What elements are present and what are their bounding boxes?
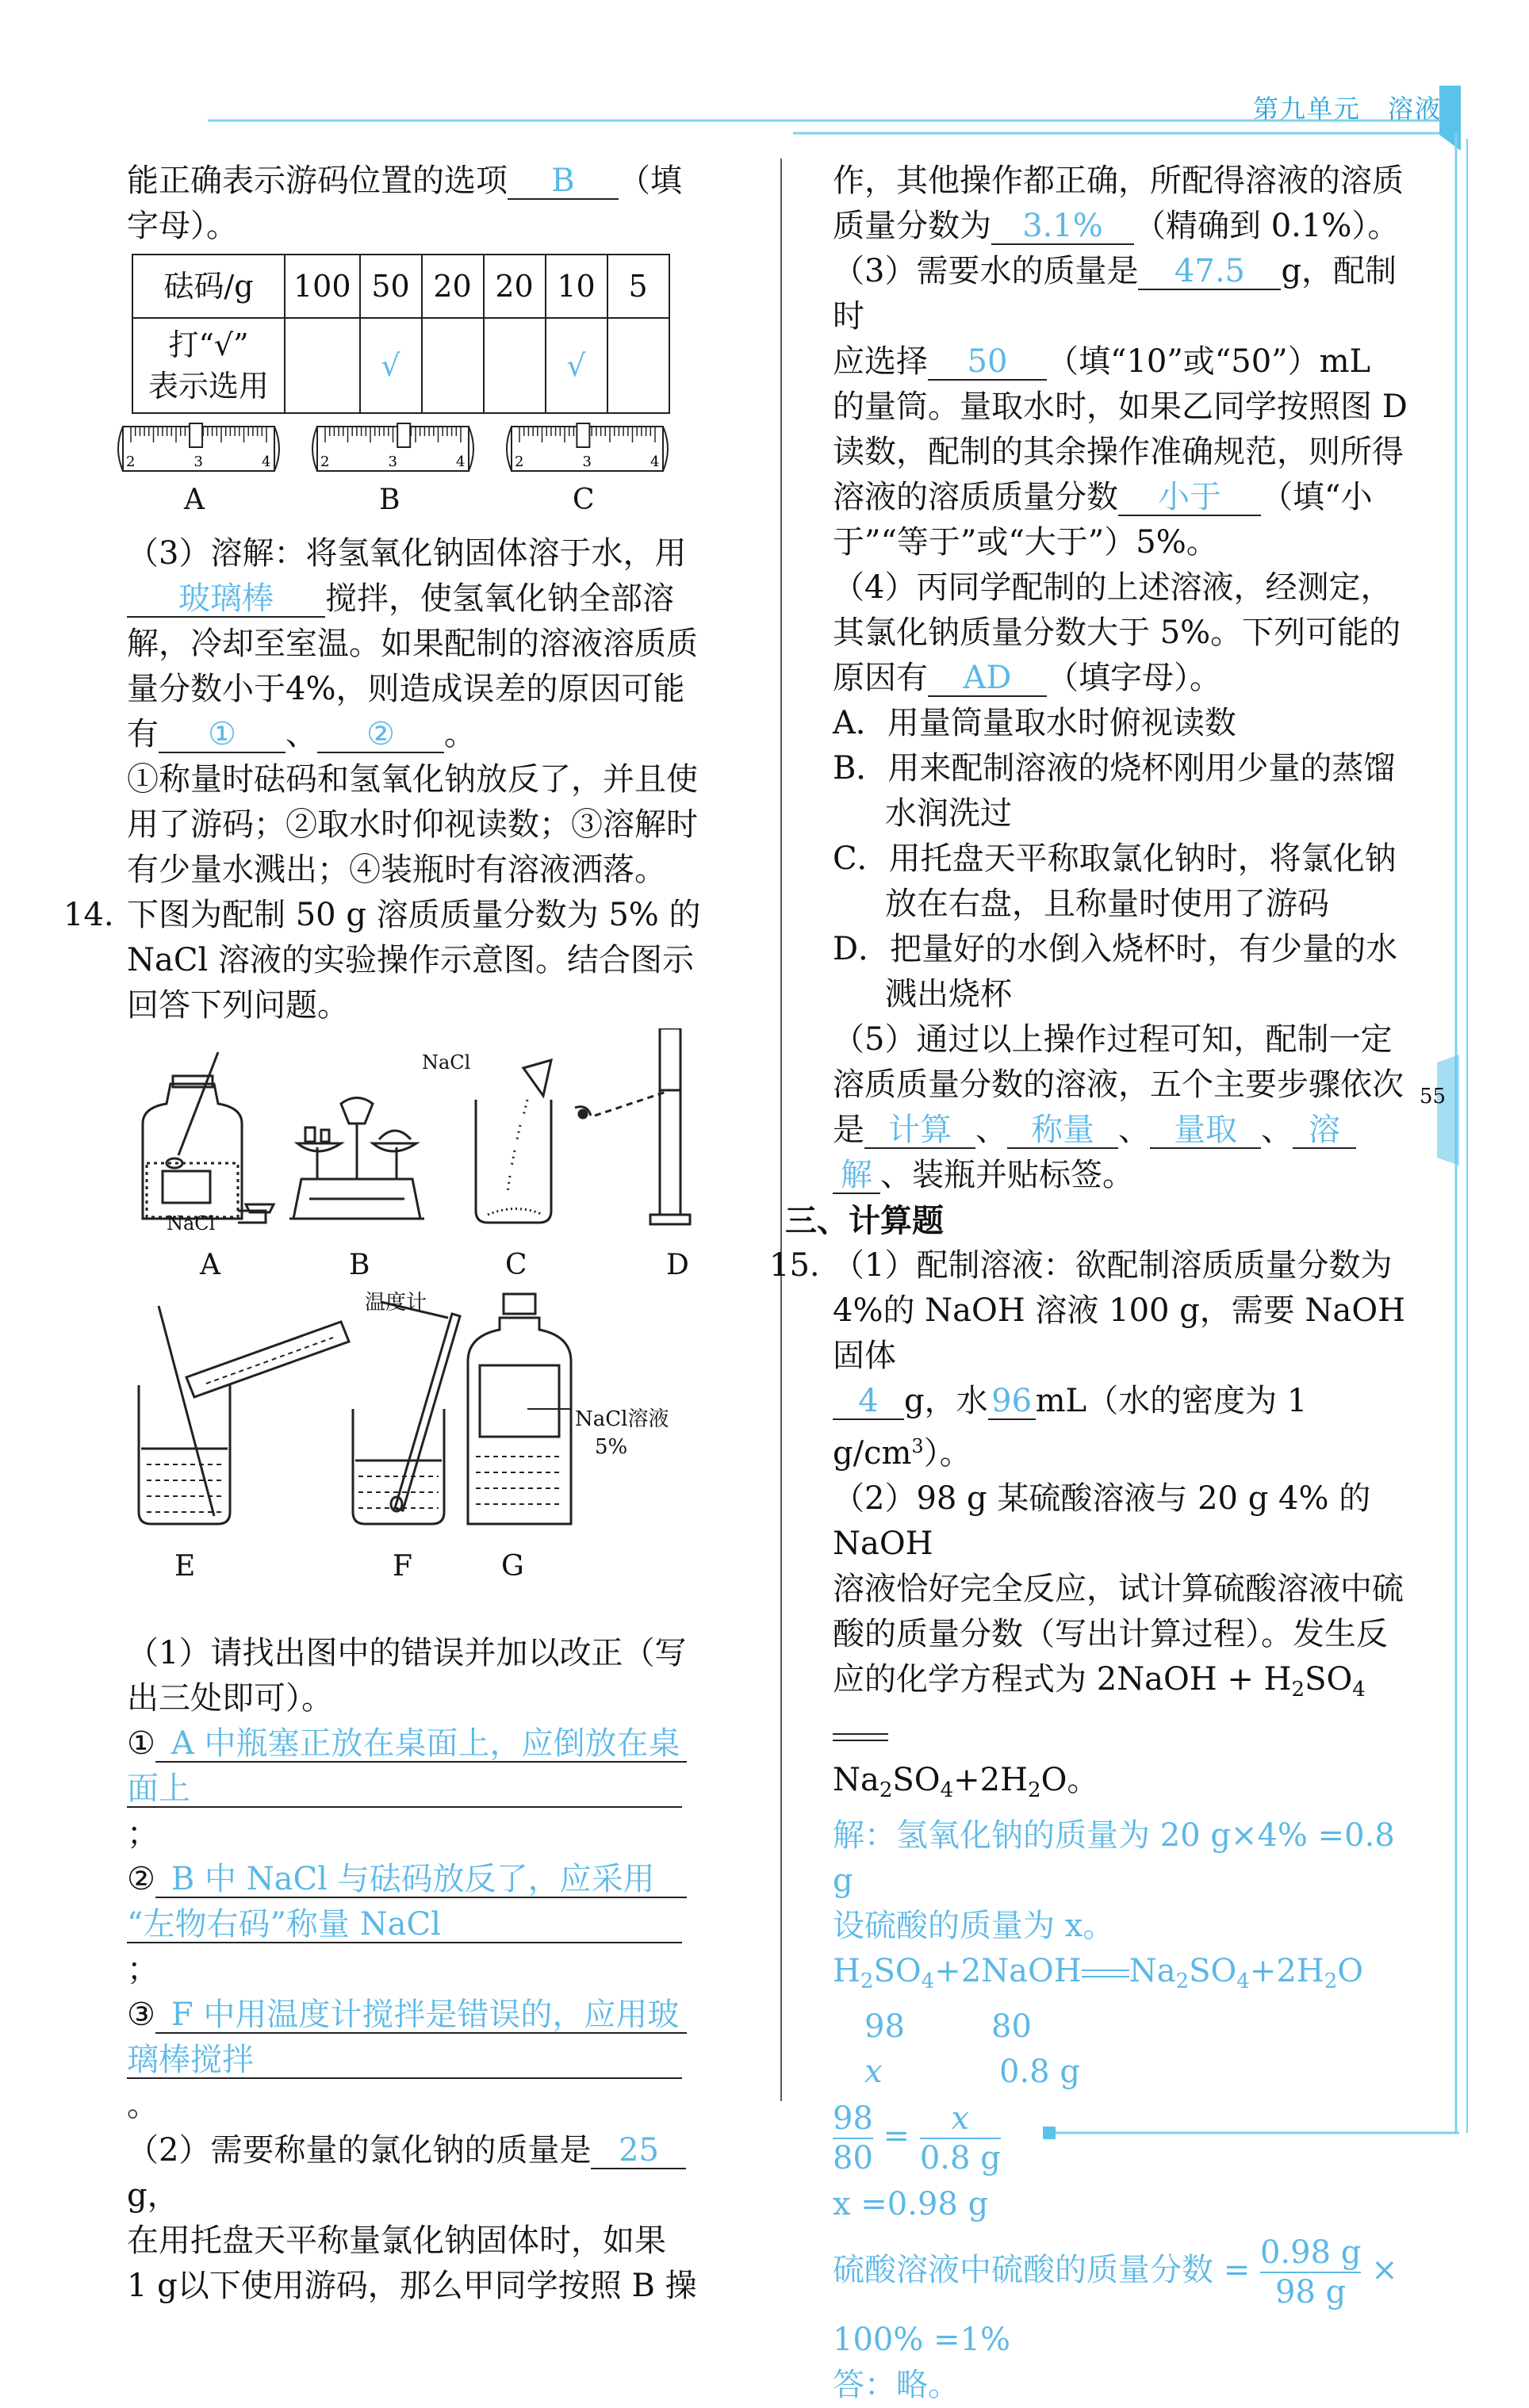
r-line: 原因有 AD （填字母）。 — [833, 660, 1221, 696]
r-line: （3）需要水的质量是 47.5 g，配制时 — [833, 253, 1397, 335]
steps-line-2: 解 、装瓶并贴标签。 — [833, 1153, 1420, 1198]
fig-label-f: F — [393, 1550, 412, 1583]
q14-1-line-1: （1）请找出图中的错误并加以改正（写 — [127, 1635, 687, 1671]
fig-label-b: B — [349, 1249, 370, 1281]
r-line: （5）通过以上操作过程可知，配制一定 — [833, 1021, 1393, 1058]
q14-2-line-2: 在用托盘天平称量氯化钠固体时，如果 — [127, 2222, 666, 2259]
q15-equation-2: $Na_2SO_4+2H_2O$。 — [833, 1762, 1099, 1802]
fig-label-c: C — [505, 1249, 527, 1281]
ruler-label-a: A — [184, 484, 205, 516]
weights-table: 砝码/g 100 50 20 20 10 5 打“√” 表示选用 √ √ — [132, 254, 670, 414]
r-line: 质量分数为 3.1% （精确到 0.1%）。 — [833, 208, 1400, 244]
r-line: 作，其他操作都正确，所配得溶液的溶质 — [833, 163, 1404, 199]
ruler-tick-label: 3 — [194, 454, 203, 470]
q15-equation: 应的化学方程式为 2NaOH + $H_2SO_4$ — [833, 1657, 1420, 1758]
rulers-figure — [127, 422, 706, 517]
q15-line-5: 溶液恰好完全反应，试计算硫酸溶液中硫 — [833, 1571, 1404, 1607]
fig-e-pouring — [139, 1306, 349, 1524]
fig-g-label-solution: NaCl溶液 — [575, 1407, 669, 1431]
left-column — [63, 159, 706, 2309]
q14-1-line-2: 出三处即可）。 — [127, 1680, 333, 1717]
ruler-tick-label: 2 — [320, 454, 330, 470]
fig-f-label-thermometer: 温度计 — [365, 1291, 427, 1315]
r-line: 应选择 50 （填“10”或“50”）mL — [833, 343, 1371, 380]
answer-cursor-option: B — [551, 163, 575, 199]
r-line: 读数，配制的其余操作准确规范，则所得 — [833, 434, 1404, 470]
q14-line-2: NaCl 溶液的实验操作示意图。结合图示 — [127, 942, 694, 978]
r-line: 溶质质量分数的溶液，五个主要步骤依次 — [833, 1066, 1404, 1103]
right-column — [769, 159, 1420, 2408]
fig-c-beaker — [476, 1060, 551, 1223]
ruler-label-b: B — [379, 484, 400, 516]
q14-line-1: 14. 下图为配制 50 g 溶质质量分数为 5% 的 — [63, 897, 701, 933]
intro-line: 能正确表示游码位置的选项 B （填 — [127, 163, 682, 199]
steps-line: 是 计算 、 称量 、 量取 、 溶 — [833, 1108, 1420, 1153]
option-c: C．用托盘天平称取氯化钠时，将氯化钠 放在右盘，且称量时使用了游码 — [833, 840, 1397, 922]
ruler-tick-label: 4 — [456, 454, 466, 470]
section-title: 三、计算题 — [785, 1202, 944, 1239]
error-1: ① A 中瓶塞正放在桌面上，应倒放在桌 — [127, 1721, 706, 1767]
error-1-cont: 面上； — [127, 1767, 706, 1857]
fig-g-bottle — [468, 1294, 571, 1524]
fig-label-d: D — [666, 1249, 689, 1281]
q15-line-6: 酸的质量分数（写出计算过程）。发生反 — [833, 1616, 1388, 1652]
ruler-slider — [397, 423, 410, 447]
option-a: A．用量筒量取水时俯视读数 — [833, 705, 1236, 741]
ruler-tick-label: 2 — [126, 454, 136, 470]
q15-line-2: 4%的 NaOH 溶液 100 g，需要 NaOH 固体 — [833, 1292, 1406, 1374]
ruler-tick-label: 4 — [650, 454, 660, 470]
r-line: 其氯化钠质量分数大于 5%。下列可能的 — [833, 614, 1401, 651]
r-line: （4）丙同学配制的上述溶液，经测定， — [833, 569, 1393, 606]
error-3-cont: 璃棒搅拌。 — [127, 2038, 706, 2128]
fig-label-a: A — [200, 1249, 220, 1281]
q3-option-line: 有少量水溅出；④装瓶时有溶液洒落。 — [127, 852, 666, 888]
q15-line-3: 4 g，水 96 mL（水的密度为 1 $g/cm^3$）。 — [833, 1383, 1308, 1472]
fig-b-label-nacl: NaCl — [422, 1051, 471, 1074]
ruler-tick-label: 4 — [262, 454, 271, 470]
option-d: D．把量好的水倒入烧杯时，有少量的水 溅出烧杯 — [833, 931, 1398, 1013]
fig-label-e: E — [174, 1550, 196, 1583]
r-line: 溶液的溶质质量分数 小于 （填“小 — [833, 479, 1373, 515]
option-b: B．用来配制溶液的烧杯刚用少量的蒸馏 水润洗过 — [833, 750, 1396, 832]
ruler-slider — [190, 423, 202, 447]
q3-line-1: （3）溶解：将氢氧化钠固体溶于水，用 — [127, 535, 687, 572]
q15-line-4: （2）98 g 某硫酸溶液与 20 g 4% 的 NaOH — [833, 1480, 1371, 1562]
ruler-label-c: C — [573, 484, 595, 516]
error-3: ③ F 中用温度计搅拌是错误的，应用玻 — [127, 1993, 706, 2038]
q15-line-1: 15. （1）配制溶液：欲配制溶质质量分数为 — [769, 1247, 1393, 1284]
q3-line-4: 量分数小于4%，则造成误差的原因可能 — [127, 671, 685, 707]
error-2: ② B 中 NaCl 与砝码放反了，应采用 — [127, 1857, 706, 1902]
intro-line-2: 字母）。 — [127, 208, 238, 244]
r-line: 的量筒。量取水时，如果乙同学按照图 D — [833, 389, 1408, 425]
experiment-figure — [127, 1028, 706, 1631]
fig-f-dissolving — [353, 1302, 460, 1524]
q3-line-2: 玻璃棒 搅拌，使氢氧化钠全部溶 — [127, 576, 706, 622]
fig-a-reagent-jar — [143, 1052, 274, 1223]
q3-line-5: 有 ① 、 ② 。 — [127, 716, 476, 752]
fig-a-label-nacl: NaCl — [167, 1212, 216, 1235]
unit-header: 第九单元 溶液 — [1253, 94, 1443, 124]
r-line: 于”“等于”或“大于”）5%。 — [833, 524, 1218, 561]
ruler-tick-label: 3 — [388, 454, 397, 470]
page-number: 55 — [1420, 1085, 1447, 1108]
fig-b-balance — [289, 1098, 424, 1219]
fig-label-g: G — [501, 1550, 524, 1583]
q14-line-3: 回答下列问题。 — [127, 987, 349, 1024]
error-2-cont: “左物右码”称量 NaCl； — [127, 1902, 706, 1993]
q3-line-3: 解，冷却至室温。如果配制的溶液溶质质 — [127, 626, 698, 662]
fig-d-graduated-cylinder — [575, 1028, 690, 1224]
q14-2-line-3: 1 g以下使用游码，那么甲同学按照 B 操 — [127, 2268, 697, 2304]
fig-g-label-percent: 5% — [595, 1435, 628, 1459]
ruler-tick-label: 2 — [515, 454, 524, 470]
solution: 解：氢氧化钠的质量为 20 g×4% =0.8 g 设硫酸的质量为 x。 $H_2SO_4+2NaOH$ $Na_2SO_4+2H_2O$ 98 80 x 0.8 g $\frac{98}{80}$ = $\frac{x}{0.8 g}$ x =0.98 g 硫酸溶液中硫酸的质量分数 = $\frac{0.98 g}{98 g}$ × 100% =1% 答：略。 — [833, 1817, 1398, 2403]
ruler-tick-label: 3 — [582, 454, 592, 470]
ruler-slider — [577, 423, 589, 447]
q3-option-line: ①称量时砝码和氢氧化钠放反了，并且使 — [127, 761, 698, 798]
q14-2-line-1: （2）需要称量的氯化钠的质量是 25g， — [127, 2128, 706, 2218]
q3-option-line: 用了游码；②取水时仰视读数；③溶解时 — [127, 806, 698, 843]
